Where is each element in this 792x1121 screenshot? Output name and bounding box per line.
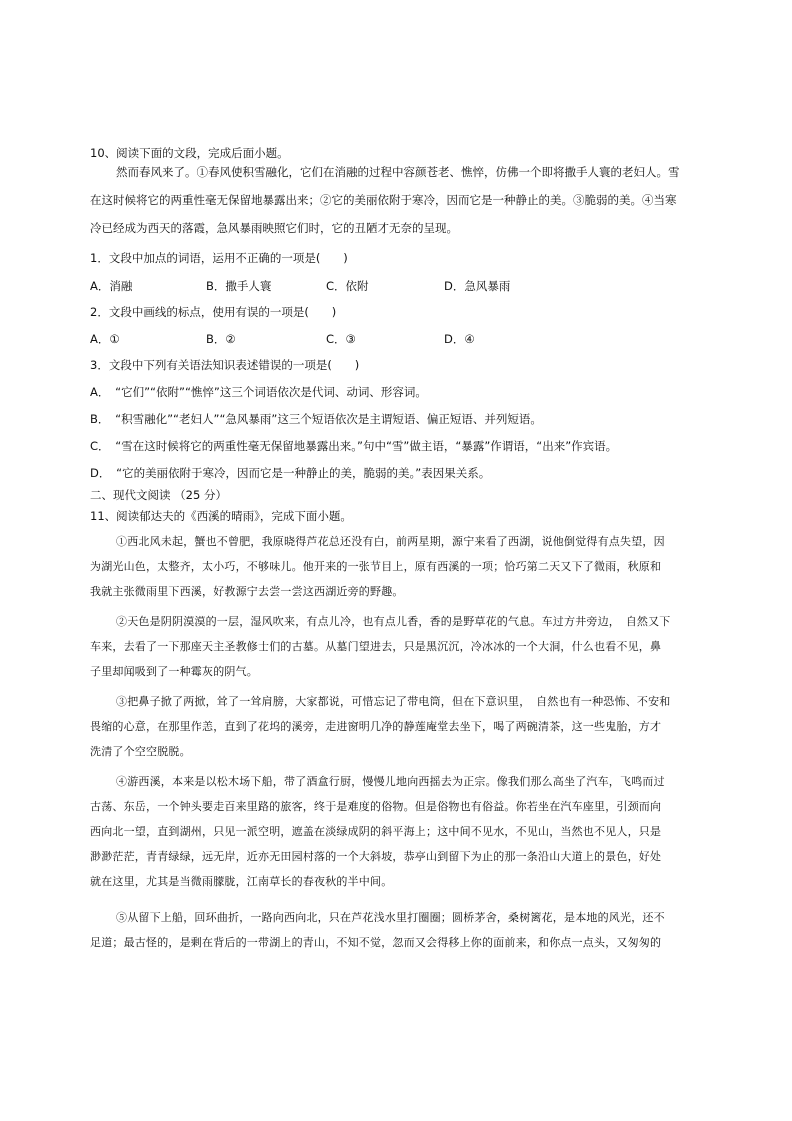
q10-sub1-option-d: D．急风暴雨 (444, 279, 511, 293)
q10-sub2-option-b: B．② (206, 332, 236, 346)
essay-line: 渺渺茫茫，青青绿绿，远无岸，近亦无田园村落的一个大斜坡，恭亭山到留下为止的那一条沿山大道上的景色，好处 (90, 850, 662, 863)
essay-line: 子里却闻吸到了一种霉灰的阴气。 (90, 665, 258, 678)
essay-line: 足道；最古怪的，是剩在背后的一带湖上的青山，不知不觉，忽而又会得移上你的面前来，和你点一点头，又匆匆的 (90, 936, 662, 949)
essay-line: 古荡、东岳，一个钟头要走百来里路的旅客，终于是难度的俗物。但是俗物也有俗益。你若坐在汽车座里，引颈而向 (90, 800, 662, 813)
essay-line: 为湖光山色，太整齐，太小巧，不够味儿。他开来的一张节目上，原有西溪的一项；恰巧第二天又下了微雨，秋原和 (90, 560, 662, 573)
q10-passage-line: 冷已经成为西天的落霞，急风暴雨映照它们时，它的丑陋才无奈的呈现。 (90, 221, 458, 235)
q10-sub1-option-a: A．消融 (90, 279, 133, 293)
essay-line: ③把鼻子掀了两掀，耸了一耸肩膀，大家都说，可惜忘记了带电筒，但在下意识里， 自然也有一种恐怖、不安和 (116, 695, 671, 708)
q10-sub1-option-b: B．撒手人寰 (206, 279, 272, 293)
q10-passage-line: 在这时候将它的两重性毫无保留地暴露出来；②它的美丽依附于寒冷，因而它是一种静止的美。③脆弱的美。④当寒 (90, 193, 677, 207)
q11-heading: 11、阅读郁达夫的《西溪的晴雨》，完成下面小题。 (90, 509, 352, 523)
q10-sub1-option-c: C．依附 (326, 279, 369, 293)
essay-line: 就在这里，尤其是当微雨朦胧，江南草长的春夜秋的半中间。 (90, 875, 393, 888)
q10-sub2-stem: 2．文段中画线的标点，使用有误的一项是( ) (90, 305, 337, 319)
essay-line: ②天色是阴阴漠漠的一层，湿风吹来，有点儿冷，也有点儿香，香的是野草花的气息。车过方井旁边， 自然又下 (116, 615, 671, 628)
essay-line: ⑤从留下上船，回环曲折，一路向西向北，只在芦花浅水里打圈圈；圆桥茅舍，桑树篱花，是本地的风光，还不 (116, 911, 665, 924)
essay-line: 我就主张微雨里下西溪，好教源宁去尝一尝这西湖近旁的野趣。 (90, 585, 404, 598)
q10-sub2-option-a: A．① (90, 332, 120, 346)
q10-sub3-option-c: C． “雪在这时候将它的两重性毫无保留地暴露出来。”句中“雪”做主语，“暴露”作谓语，“出来”作宾语。 (90, 439, 618, 453)
q10-passage-line: 然而春风来了。①春风使积雪融化，它们在消融的过程中容颜苍老、憔悴，仿佛一个即将撒手人寰的老妇人。雪 (116, 165, 680, 179)
essay-line: ①西北风未起，蟹也不曾肥，我原晓得芦花总还没有白，前两星期，源宁来看了西湖，说他倒觉得有点失望，因 (116, 535, 665, 548)
q10-sub1-stem: 1．文段中加点的词语，运用不正确的一项是( ) (90, 251, 348, 265)
essay-line: 畏缩的心意，在那里作恙，直到了花坞的溪旁，走进窗明几净的静莲庵堂去坐下，喝了两碗清茶，这一些鬼胎，方才 (90, 720, 662, 733)
q10-sub2-option-d: D．④ (444, 332, 475, 346)
essay-line: 车来，去看了一下那座天主圣教修士们的古墓。从墓门望进去，只是黑沉沉，冷冰冰的一个大洞，什么也看不见，鼻 (90, 640, 662, 653)
q10-heading: 10、阅读下面的文段，完成后面小题。 (90, 146, 289, 160)
section2-heading: 二、现代文阅读 （25 分） (90, 488, 227, 502)
q10-sub3-option-b: B． “积雪融化”“老妇人”“急风暴雨”这三个短语依次是主谓短语、偏正短语、并列短语。 (90, 412, 542, 426)
q10-sub3-option-d: D． “它的美丽依附于寒冷，因而它是一种静止的美，脆弱的美。”表因果关系。 (90, 466, 491, 480)
q10-sub3-option-a: A． “它们”“依附”“憔悴”这三个词语依次是代词、动词、形容词。 (90, 385, 427, 399)
essay-line: ④游西溪，本来是以松木场下船，带了酒盒行厨，慢慢儿地向西摇去为正宗。像我们那么高坐了汽车，飞鸣而过 (116, 775, 665, 788)
essay-line: 洗清了个空空脱脱。 (90, 745, 191, 758)
q10-sub2-option-c: C．③ (326, 332, 356, 346)
essay-line: 西向北一望，直到湖州，只见一派空明，遮盖在淡绿成阴的斜平海上；这中间不见水，不见山，当然也不见人，只是 (90, 825, 662, 838)
q10-sub3-stem: 3．文段中下列有关语法知识表述错误的一项是( ) (90, 358, 360, 372)
